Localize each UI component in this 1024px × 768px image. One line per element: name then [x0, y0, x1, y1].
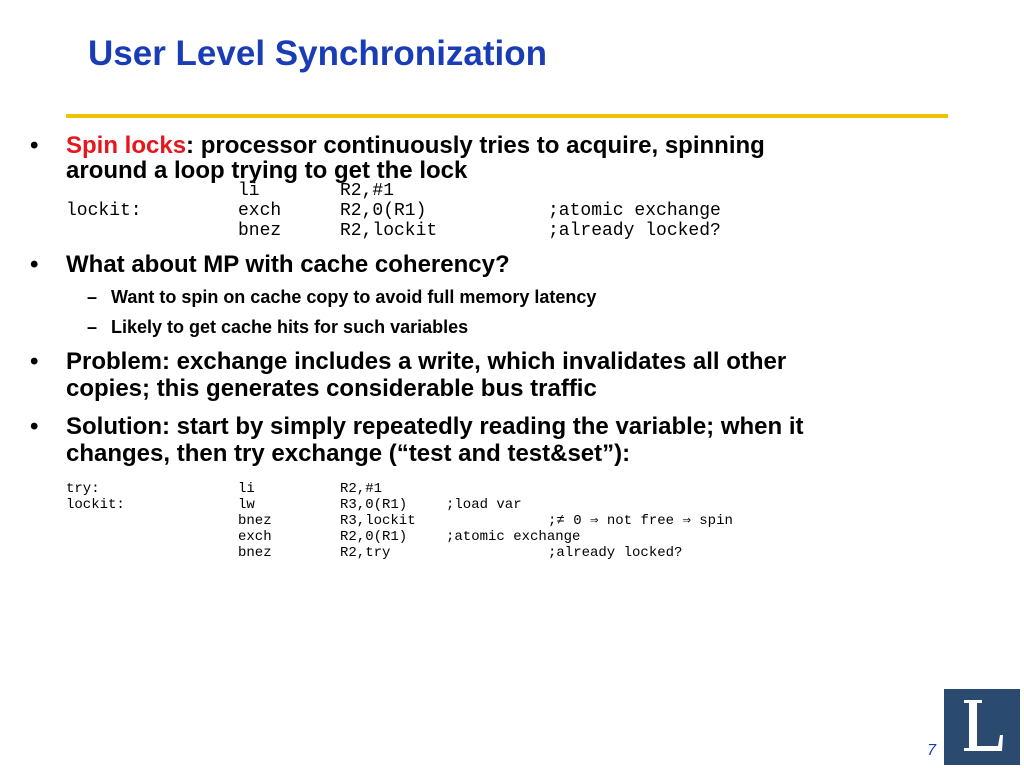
code-args: R2,#1 [340, 481, 383, 497]
code-op: bnez [238, 545, 272, 561]
university-l-logo-icon [944, 689, 1020, 765]
code-label: lockit: [66, 497, 125, 513]
sub-bullet-spin-on-cache: Want to spin on cache copy to avoid full memory latency [111, 287, 597, 307]
code-args: R2,lockit [340, 221, 438, 241]
code-op: bnez [238, 513, 272, 529]
code-op: exch [238, 529, 272, 545]
code-comment: ;already locked? [548, 545, 683, 561]
code-op: li [238, 181, 260, 201]
page-number: 7 [927, 742, 936, 759]
code-args: R2,0(R1) [340, 201, 427, 221]
sub-bullet-marker: – [87, 287, 98, 307]
code-args: R3,lockit [340, 513, 416, 529]
bullet-problem: Problem: exchange includes a write, which invalidates all other [66, 348, 787, 375]
code-args: R2,#1 [340, 181, 395, 201]
code-comment: ;atomic exchange [446, 529, 581, 545]
title-divider [66, 114, 948, 118]
sub-bullet-marker: – [87, 317, 98, 337]
bullet-continuation: changes, then try exchange (“test and test&set”): [66, 440, 631, 467]
code-comment: ;load var [446, 497, 522, 513]
sub-bullet-cache-hits: Likely to get cache hits for such variables [111, 317, 469, 337]
code-op: lw [238, 497, 255, 513]
bullet-solution: Solution: start by simply repeatedly reading the variable; when it [66, 413, 804, 440]
bullet-continuation: copies; this generates considerable bus traffic [66, 375, 597, 402]
code-op: bnez [238, 221, 282, 241]
bullet-mp-cache-coherency: What about MP with cache coherency? [66, 251, 510, 278]
bullet-marker: • [30, 413, 39, 440]
code-comment: ;atomic exchange [548, 201, 721, 221]
bullet-marker: • [30, 348, 39, 375]
bullet-marker: • [30, 251, 39, 278]
code-args: R3,0(R1) [340, 497, 408, 513]
bullet-marker: • [30, 132, 39, 159]
code-args: R2,try [340, 545, 391, 561]
bullet-spin-locks [66, 133, 765, 159]
code-label: try: [66, 481, 100, 497]
code-label: lockit: [66, 201, 142, 221]
code-comment: ;≠ 0 ⇒ not free ⇒ spin [548, 513, 733, 529]
slide-title: User Level Synchronization [88, 34, 548, 73]
code-op: li [238, 481, 255, 497]
code-comment: ;already locked? [548, 221, 721, 241]
bullet-text: : processor continuously tries to acquire, spinning [186, 132, 765, 159]
bullet-continuation: around a loop trying to get the lock [66, 157, 468, 184]
code-args: R2,0(R1) [340, 529, 408, 545]
spin-locks-term: Spin locks [66, 132, 187, 159]
code-op: exch [238, 201, 282, 221]
